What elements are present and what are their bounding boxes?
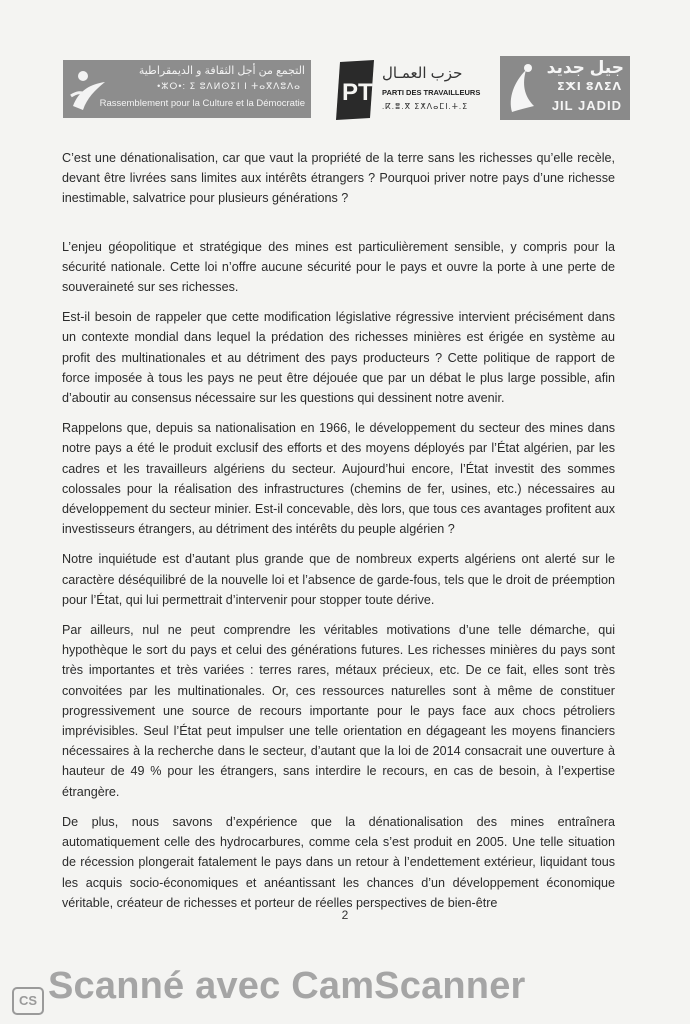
- camscanner-watermark: Scanné avec CamScanner: [48, 965, 526, 1007]
- paragraph: Notre inquiétude est d’autant plus grande que de nombreux experts algériens ont alerté sur le caractère déséquilibré de la nouvelle loi et l’absence de garde-fous, tels que le droit de préemption pour l’État, qui lui permettrait d’intervenir pour stopper toute dérive.: [62, 552, 615, 607]
- body-text: [62, 148, 615, 913]
- pt-tifinagh-name: .ⴽ.ⴻ.ⴳ ⵉⵅⴷⴰⵎⵏ.ⵜ.ⵉ: [382, 102, 469, 111]
- pt-arabic-name: حزب العمـال: [382, 65, 463, 82]
- jil-jadid-tifinagh-name: ⵉⵅⵏ ⵓⴷⵉⴷ: [557, 81, 622, 93]
- pt-mark-icon: [336, 60, 374, 120]
- rcd-arabic-name: التجمع من أجل الثقافة و الديمقراطية: [138, 65, 305, 77]
- paragraph: C’est une dénationalisation, car que vaut la propriété de la terre sans les richesses qu’elle recèle, devant être livrées sans limites aux intérêts étrangers ? Pourquoi priver notre pays d’une richesse inestimable, salvatrice pour plusieurs générations ?: [62, 151, 615, 206]
- pt-french-name: PARTI DES TRAVAILLEURS: [382, 88, 481, 97]
- jil-jadid-arabic-name: جيل جديد: [546, 58, 624, 77]
- paragraph: Par ailleurs, nul ne peut comprendre les véritables motivations d’une telle démarche, qui hypothèque le sort du pays et celui des générations futures. Les richesses minières du pays sont très importantes et très variées : terres rares, métaux précieux, etc. De ce fait, elles sont très convoitées par les multinationales. Or, ces ressources naturelles sont à même de constituer progressivement une source de recours importante pour le pays face aux chocs pétroliers imprévisibles. Seul l’État peut impulser une telle orientation en dégageant les moyens financiers nécessaires à la recherche dans le secteur, d’autant que la loi de 2014 consacrait une ouverture à hauteur de 49 % pour les étrangers, sans interdire le recours, en cas de besoin, à l’expertise étrangère.: [62, 623, 615, 799]
- paragraph: De plus, nous savons d’expérience que la dénationalisation des mines entraînera automatiquement celle des hydrocarbures, comme cela s’est produit en 2005. Une telle situation de récession plongerait fatalement le pays dans un retour à l’endettement extérieur, liquidant tous les acquis socio-économiques et anéantissant les chances d’un développement économique véritable, créateur de richesses et porteur de réelles perspectives de bien-être: [62, 814, 615, 910]
- paragraph: Rappelons que, depuis sa nationalisation en 1966, le développement du secteur des mines dans notre pays a été le produit exclusif des efforts et des moyens déployés par l’État algérien, par les cadres et les travailleurs algériens du secteur. Aujourd’hui encore, l’État investit des sommes colossales pour la réalisation des infrastructures (chemins de fer, usines, etc.) nécessaires au développement du secteur minier. Est-il concevable, dès lors, que tous ces avantages profitent aux investisseurs étrangers, au détriment des intérêts du peuple algérien ?: [62, 421, 615, 537]
- jil-jadid-french-name: JIL JADID: [551, 98, 622, 113]
- paragraph: Est-il besoin de rappeler que cette modification législative régressive intervient précisément dans un contexte mondial dans lequel la prédation des richesses minières est érigée en système au profit des multinationales et au détriment des pays producteurs ? Cette politique de rapport de force imposée à tous les pays ne peut être déjouée que par un débat le plus large possible, afin d’aboutir au consensus nécessaire sur les questions qui dessinent notre avenir.: [62, 310, 615, 406]
- jil-jadid-emblem-icon: [504, 62, 538, 114]
- paragraph: L’enjeu géopolitique et stratégique des mines est particulièrement sensible, y compris pour la sécurité nationale. Cette loi n’offre aucune sécurité pour le pays et ouvre la porte à une perte de souveraineté sur ses richesses.: [62, 239, 615, 295]
- camscanner-logo-icon: CS: [12, 987, 44, 1015]
- jil-jadid-logo: [500, 56, 630, 120]
- page-number: 2: [341, 908, 349, 922]
- rcd-tifinagh-name: •ⵣⵔ•: ⵉ ⵓⴷⵍⵙⵉⵏ ⵏ ⵜⴰⴳⴷⵓⴷⴰ: [157, 81, 301, 91]
- pt-logo: [336, 58, 481, 122]
- svg-text:PT: PT: [342, 79, 373, 106]
- rcd-logo: [63, 60, 311, 118]
- rcd-french-name: Rassemblement pour la Culture et la Démocratie: [99, 98, 305, 109]
